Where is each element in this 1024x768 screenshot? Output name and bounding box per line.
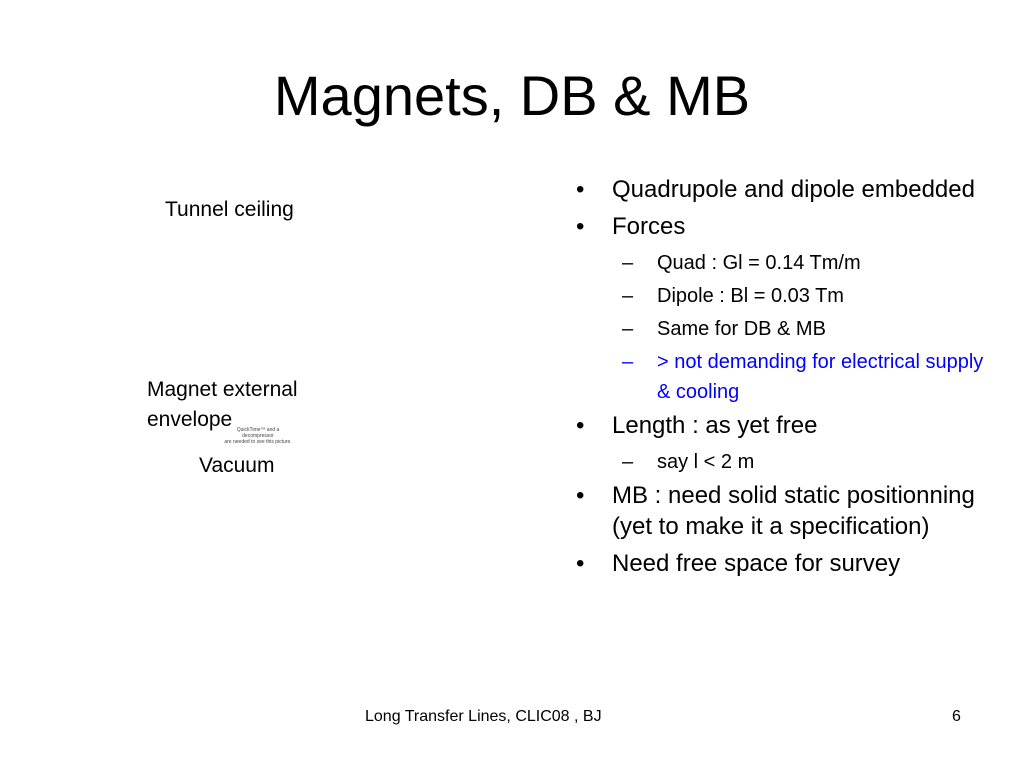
bullet-text: Quadrupole and dipole embedded	[612, 176, 975, 203]
vacuum-label: Vacuum	[199, 454, 275, 477]
sub-bullet-text: > not demanding for electrical supply & cooling	[657, 351, 984, 403]
bullet-marker: •	[576, 213, 585, 240]
sub-bullet-item-highlight	[574, 347, 994, 407]
bullet-item	[574, 174, 994, 205]
placeholder-text-line1: QuickTime™ and a	[236, 427, 280, 433]
sub-bullet-item	[574, 447, 994, 477]
bullet-text: Need free space for survey	[612, 550, 901, 577]
sub-bullet-marker: –	[622, 318, 634, 340]
bullet-text: MB : need solid static positionning (yet to make it a specification)	[612, 482, 975, 540]
sub-bullet-text: Same for DB & MB	[657, 318, 826, 340]
sub-bullet-item	[574, 248, 994, 278]
sub-bullet-marker: –	[622, 451, 634, 473]
bullet-text: Length : as yet free	[612, 412, 818, 439]
magnet-envelope-label-line2: envelope	[147, 408, 233, 431]
sub-bullet-marker: –	[622, 285, 634, 307]
sub-bullet-item	[574, 314, 994, 344]
sub-bullet-item	[574, 281, 994, 311]
bullet-marker: •	[576, 176, 585, 203]
missing-image-placeholder	[214, 427, 302, 445]
bullet-marker: •	[576, 550, 585, 577]
magnet-envelope-label-line1: Magnet external	[147, 378, 298, 401]
page-number: 6	[952, 708, 961, 725]
footer-text: Long Transfer Lines, CLIC08 , BJ	[365, 708, 602, 725]
slide-title: Magnets, DB & MB	[273, 64, 751, 127]
sub-bullet-text: Dipole : Bl = 0.03 Tm	[657, 285, 844, 307]
bullet-item	[574, 211, 994, 242]
sub-bullet-marker: –	[622, 252, 634, 274]
sub-bullet-text: Quad : Gl = 0.14 Tm/m	[657, 252, 861, 274]
bullet-item	[574, 480, 994, 542]
sub-bullet-marker: –	[622, 351, 634, 373]
bullet-marker: •	[576, 482, 585, 509]
bullet-text: Forces	[612, 213, 686, 240]
bullet-item	[574, 548, 994, 579]
tunnel-ceiling-label: Tunnel ceiling	[165, 198, 294, 221]
bullet-list	[574, 174, 994, 585]
bullet-item	[574, 410, 994, 441]
placeholder-text-line2: decompressor	[242, 433, 274, 439]
placeholder-text-line3: are needed to see this picture.	[224, 439, 292, 445]
bullet-marker: •	[576, 412, 585, 439]
sub-bullet-text: say l < 2 m	[657, 451, 755, 473]
